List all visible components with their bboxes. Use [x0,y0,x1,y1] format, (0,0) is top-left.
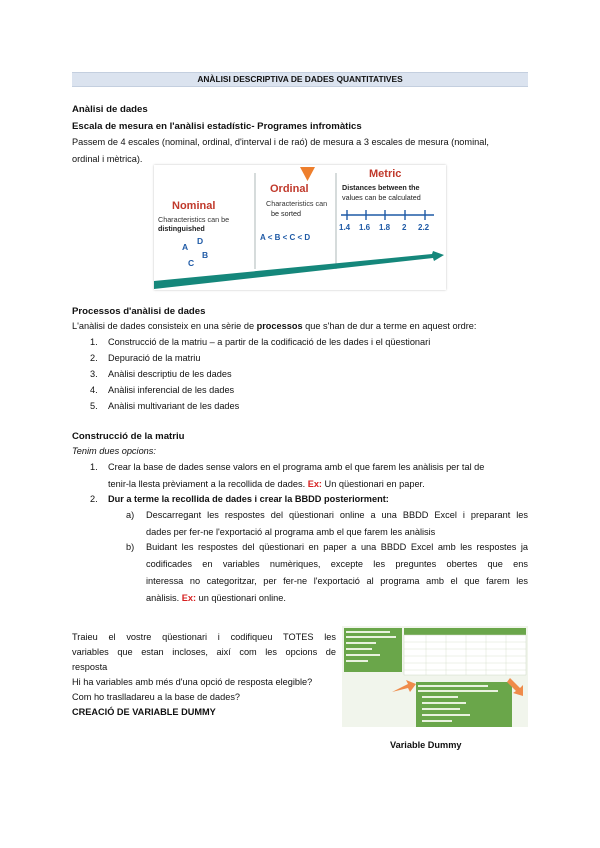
list-item [90,334,431,350]
paragraph-processos [72,318,476,335]
dummy-variable-image [342,626,528,727]
ordinal-desc: Characteristics can [266,199,328,208]
exercise-line: variables que estan incloses, així com les opcions de [72,647,336,657]
option-line: Crear la base de dades sense valors en el programa amb el que farem les anàlisis per tal de [108,462,485,472]
nominal-desc-bold: distinguished [158,224,205,233]
list-text: Construcció de la matriu – a partir de la codificació de les dades i el qüestionari [108,337,431,347]
text: anàlisis. [146,593,182,603]
sub-option-line [146,590,528,607]
option-number: 1. [90,462,98,472]
document-title: ANÀLISI DESCRIPTIVA DE DADES QUANTITATIVES [72,72,528,87]
metric-desc: Distances between the [342,183,420,192]
nominal-letter: A [182,242,189,252]
text: L'anàlisi de dades consisteix en una sèrie de [72,321,257,331]
metric-value: 2 [402,223,407,232]
sub-option-letter: a) [126,510,135,520]
figure-caption: Variable Dummy [390,740,462,750]
option-number: 2. [90,494,98,504]
metric-value: 1.6 [359,223,371,232]
text: un qüestionari online. [196,593,286,603]
section-heading-processos: Processos d'anàlisi de dades [72,306,206,317]
section-heading-construccio: Construcció de la matriu [72,431,185,442]
text: tenir-la llesta prèviament a la recollida de dades. [108,479,308,489]
metric-title: Metric [369,168,402,180]
option-2: Dur a terme la recollida de dades i crear la BBDD posteriorment: [108,494,389,504]
sub-option-line: codificades en variables numèriques, excepte les preguntes obertes que ens [146,559,528,569]
measurement-scales-figure [154,165,446,290]
text: que s'han de dur a terme en aquest ordre: [302,321,477,331]
text: Un qüestionari en paper. [322,479,425,489]
metric-value: 1.8 [379,223,391,232]
options-intro: Tenim dues opcions: [72,446,156,456]
list-text: Anàlisi descriptiu de les dades [108,369,232,379]
sub-option-line: dades per fer-ne l'exportació al programa amb el que farem les anàlisis [146,527,436,537]
exercise-line: Traieu el vostre qüestionari i codifiqueu TOTES les [72,632,336,642]
list-item [90,398,430,414]
bold-text: processos [256,321,303,331]
list-number: 3. [90,369,98,379]
section-heading-analisi: Anàlisi de dades [72,104,148,115]
exercise-line-bold: CREACIÓ DE VARIABLE DUMMY [72,707,216,717]
example-label: Ex: [181,593,197,603]
list-text: Anàlisi multivariant de les dades [108,401,240,411]
list-text: Anàlisi inferencial de les dades [108,385,235,395]
ordinal-example: A < B < C < D [260,233,311,242]
exercise-line: Hi ha variables amb més d'una opció de resposta elegible? [72,677,313,687]
list-number: 5. [90,401,98,411]
paragraph-line: Passem de 4 escales (nominal, ordinal, d'interval i de raó) de mesura a 3 escales de mesura (nominal, [72,137,489,147]
metric-desc-bold: values can be calculated [342,193,421,202]
paragraph-line: ordinal i mètrica). [72,154,143,164]
paragraph-escales [72,134,528,168]
ordinal-title: Ordinal [270,183,309,195]
sub-option-letter: b) [126,542,135,552]
sub-option-line: interessa no categoritzar, per fer-ne l'exportació al programa amb el que farem les [146,576,528,586]
nominal-letter: D [197,236,204,246]
option-1 [108,459,528,493]
exercise-paragraph [72,630,336,720]
list-number: 2. [90,353,98,363]
section-subheading-escala: Escala de mesura en l'anàlisi estadístic- Programes infromàtics [72,121,362,132]
list-text: Depuració de la matriu [108,353,201,363]
example-label: Ex: [307,479,322,489]
pointer-triangle-icon [300,167,315,181]
nominal-title: Nominal [172,200,216,212]
sub-option-line: Buidant les respostes del qüestionari en paper a una BBDD Excel amb les respostes ja [146,542,528,552]
processos-list [90,334,431,414]
ordinal-desc-line: be sorted [271,209,301,218]
nominal-letter: B [202,250,209,260]
metric-value: 1.4 [339,223,351,232]
sub-option-b [146,539,528,607]
ordinal-desc-sorted [271,209,301,218]
sub-option-a [146,507,528,541]
sub-option-line: Descarregant les respostes del qüestionari online a una BBDD Excel i preparant les [146,510,528,520]
list-item [90,382,430,398]
metric-value: 2.2 [418,223,430,232]
nominal-letter: C [188,258,195,268]
exercise-line: Com ho traslladareu a la base de dades? [72,692,241,702]
exercise-line: resposta [72,662,108,672]
list-item [90,350,430,366]
list-number: 1. [90,337,98,347]
dummy-variable-illustration [342,626,528,727]
list-number: 4. [90,385,98,395]
list-item [90,366,430,382]
nominal-desc: Characteristics can be [158,215,230,224]
trend-arrow-icon [154,251,444,289]
